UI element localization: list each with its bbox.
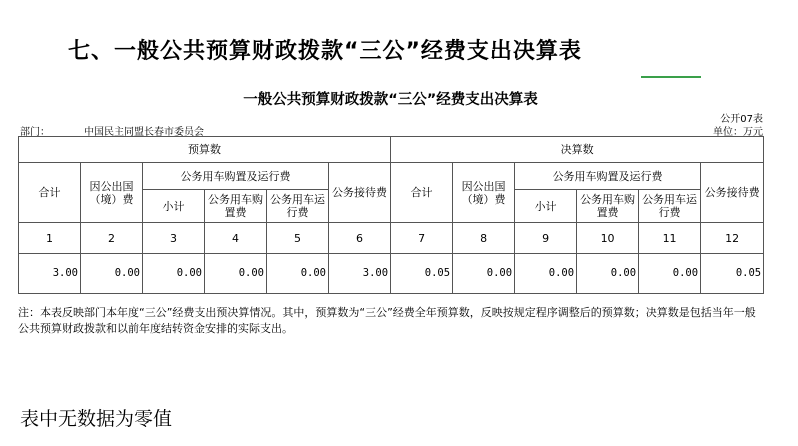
final-purchase-header: 公务用车购置费 bbox=[577, 190, 639, 223]
department-name: 中国民主同盟长春市委员会 bbox=[84, 127, 204, 138]
value-cell: 0.00 bbox=[205, 254, 267, 294]
final-reception-header: 公务接待费 bbox=[701, 163, 764, 223]
budget-vehicle-header: 公务用车购置及运行费 bbox=[143, 163, 329, 190]
page-title: 七、一般公共预算财政拨款“三公”经费支出决算表 bbox=[68, 39, 582, 64]
value-cell: 0.00 bbox=[639, 254, 701, 294]
value-cell: 3.00 bbox=[19, 254, 81, 294]
footer-note: 表中无数据为零值 bbox=[20, 408, 173, 430]
column-number-row bbox=[19, 223, 764, 254]
value-cell: 0.05 bbox=[391, 254, 453, 294]
final-subtotal-header: 小计 bbox=[515, 190, 577, 223]
value-cell: 0.00 bbox=[577, 254, 639, 294]
value-cell: 0.00 bbox=[515, 254, 577, 294]
green-marker bbox=[641, 76, 701, 78]
budget-reception-header: 公务接待费 bbox=[329, 163, 391, 223]
form-code: 公开07表 bbox=[720, 114, 763, 125]
budget-purchase-header: 公务用车购置费 bbox=[205, 190, 267, 223]
final-vehicle-header: 公务用车购置及运行费 bbox=[515, 163, 701, 190]
budget-operation-header: 公务用车运行费 bbox=[267, 190, 329, 223]
col-number: 9 bbox=[515, 223, 577, 254]
col-number: 12 bbox=[701, 223, 764, 254]
department-label: 部门： bbox=[20, 127, 50, 138]
col-number: 2 bbox=[81, 223, 143, 254]
budget-total-header: 合计 bbox=[19, 163, 81, 223]
final-operation-header: 公务用车运行费 bbox=[639, 190, 701, 223]
col-number: 7 bbox=[391, 223, 453, 254]
col-number: 6 bbox=[329, 223, 391, 254]
expenditure-table bbox=[18, 136, 764, 294]
col-number: 10 bbox=[577, 223, 639, 254]
col-number: 1 bbox=[19, 223, 81, 254]
col-number: 11 bbox=[639, 223, 701, 254]
col-number: 3 bbox=[143, 223, 205, 254]
final-abroad-header: 因公出国（境）费 bbox=[453, 163, 515, 223]
value-cell: 0.00 bbox=[267, 254, 329, 294]
value-cell: 0.00 bbox=[453, 254, 515, 294]
budget-subtotal-header: 小计 bbox=[143, 190, 205, 223]
value-cell: 3.00 bbox=[329, 254, 391, 294]
col-number: 4 bbox=[205, 223, 267, 254]
final-total-header: 合计 bbox=[391, 163, 453, 223]
budget-header: 预算数 bbox=[19, 137, 391, 163]
value-cell: 0.00 bbox=[143, 254, 205, 294]
table-note: 注：本表反映部门本年度“三公”经费支出预决算情况。其中，预算数为“三公”经费全年预算数，反映按规定程序调整后的预算数；决算数是包括当年一般公共预算财政拨款和以前年度结转资金安排的实际支出。 bbox=[18, 306, 756, 335]
value-cell: 0.00 bbox=[81, 254, 143, 294]
value-row bbox=[19, 254, 764, 294]
header-row-2 bbox=[19, 163, 764, 190]
unit-label: 单位：万元 bbox=[713, 127, 763, 138]
header-row-1 bbox=[19, 137, 764, 163]
final-header: 决算数 bbox=[391, 137, 764, 163]
col-number: 5 bbox=[267, 223, 329, 254]
value-cell: 0.05 bbox=[701, 254, 764, 294]
col-number: 8 bbox=[453, 223, 515, 254]
table-title: 一般公共预算财政拨款“三公”经费支出决算表 bbox=[243, 92, 538, 108]
budget-abroad-header: 因公出国（境）费 bbox=[81, 163, 143, 223]
